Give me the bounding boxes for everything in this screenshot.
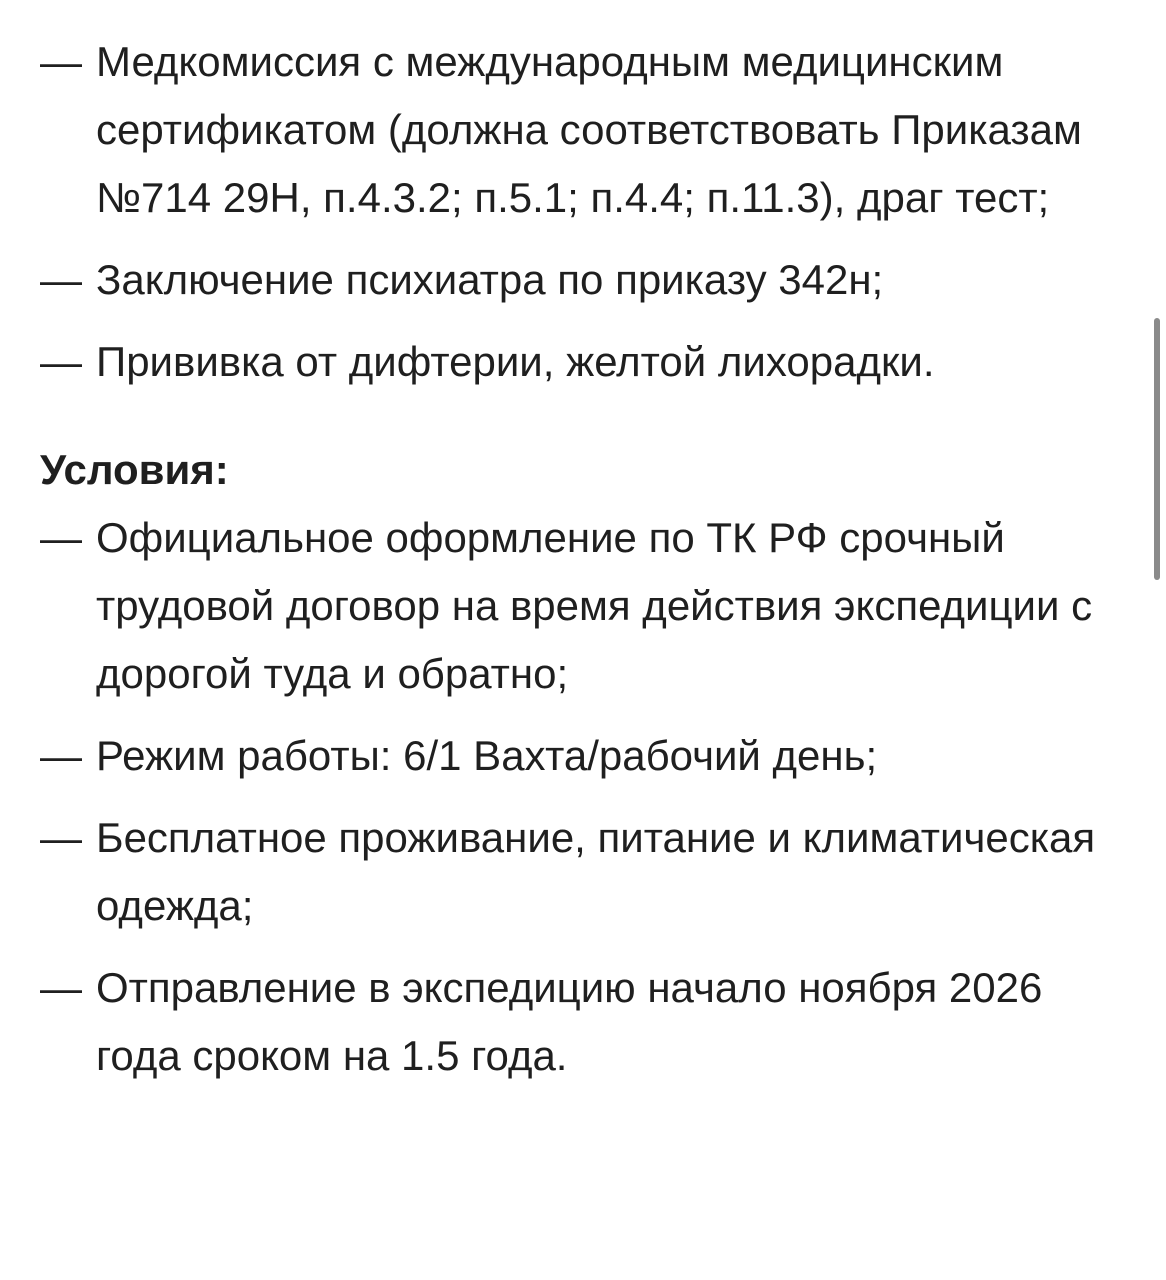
list-item (40, 28, 1130, 232)
list-item-text: Прививка от дифтерии, желтой лихорадки. (96, 338, 935, 385)
list-item (40, 328, 1130, 396)
dash-bullet: — (40, 256, 82, 303)
dash-bullet: — (40, 38, 82, 85)
list-item (40, 504, 1130, 708)
conditions-heading: Условия: (40, 446, 229, 493)
dash-bullet: — (40, 732, 82, 779)
scrollbar-thumb[interactable] (1154, 318, 1160, 580)
dash-bullet: — (40, 814, 82, 861)
dash-bullet: — (40, 514, 82, 561)
requirements-list (40, 28, 1130, 396)
list-item-text: Официальное оформление по ТК РФ срочный трудовой договор на время действия экспедиции с дорогой туда и обратно; (96, 514, 1093, 697)
dash-bullet: — (40, 338, 82, 385)
list-item (40, 804, 1130, 940)
conditions-list (40, 504, 1130, 1090)
list-item-text: Отправление в экспедицию начало ноября 2026 года сроком на 1.5 года. (96, 964, 1043, 1079)
list-item-text: Медкомиссия с международным медицинским сертификатом (должна соответствовать Приказам №714 29Н, п.4.3.2; п.5.1; п.4.4; п.11.3), драг тест; (96, 38, 1082, 221)
list-item (40, 722, 1130, 790)
list-item-text: Режим работы: 6/1 Вахта/рабочий день; (96, 732, 878, 779)
message-content (40, 28, 1130, 1104)
list-item (40, 954, 1130, 1090)
dash-bullet: — (40, 964, 82, 1011)
list-item-text: Бесплатное проживание, питание и климатическая одежда; (96, 814, 1096, 929)
list-item-text: Заключение психиатра по приказу 342н; (96, 256, 884, 303)
list-item (40, 246, 1130, 314)
